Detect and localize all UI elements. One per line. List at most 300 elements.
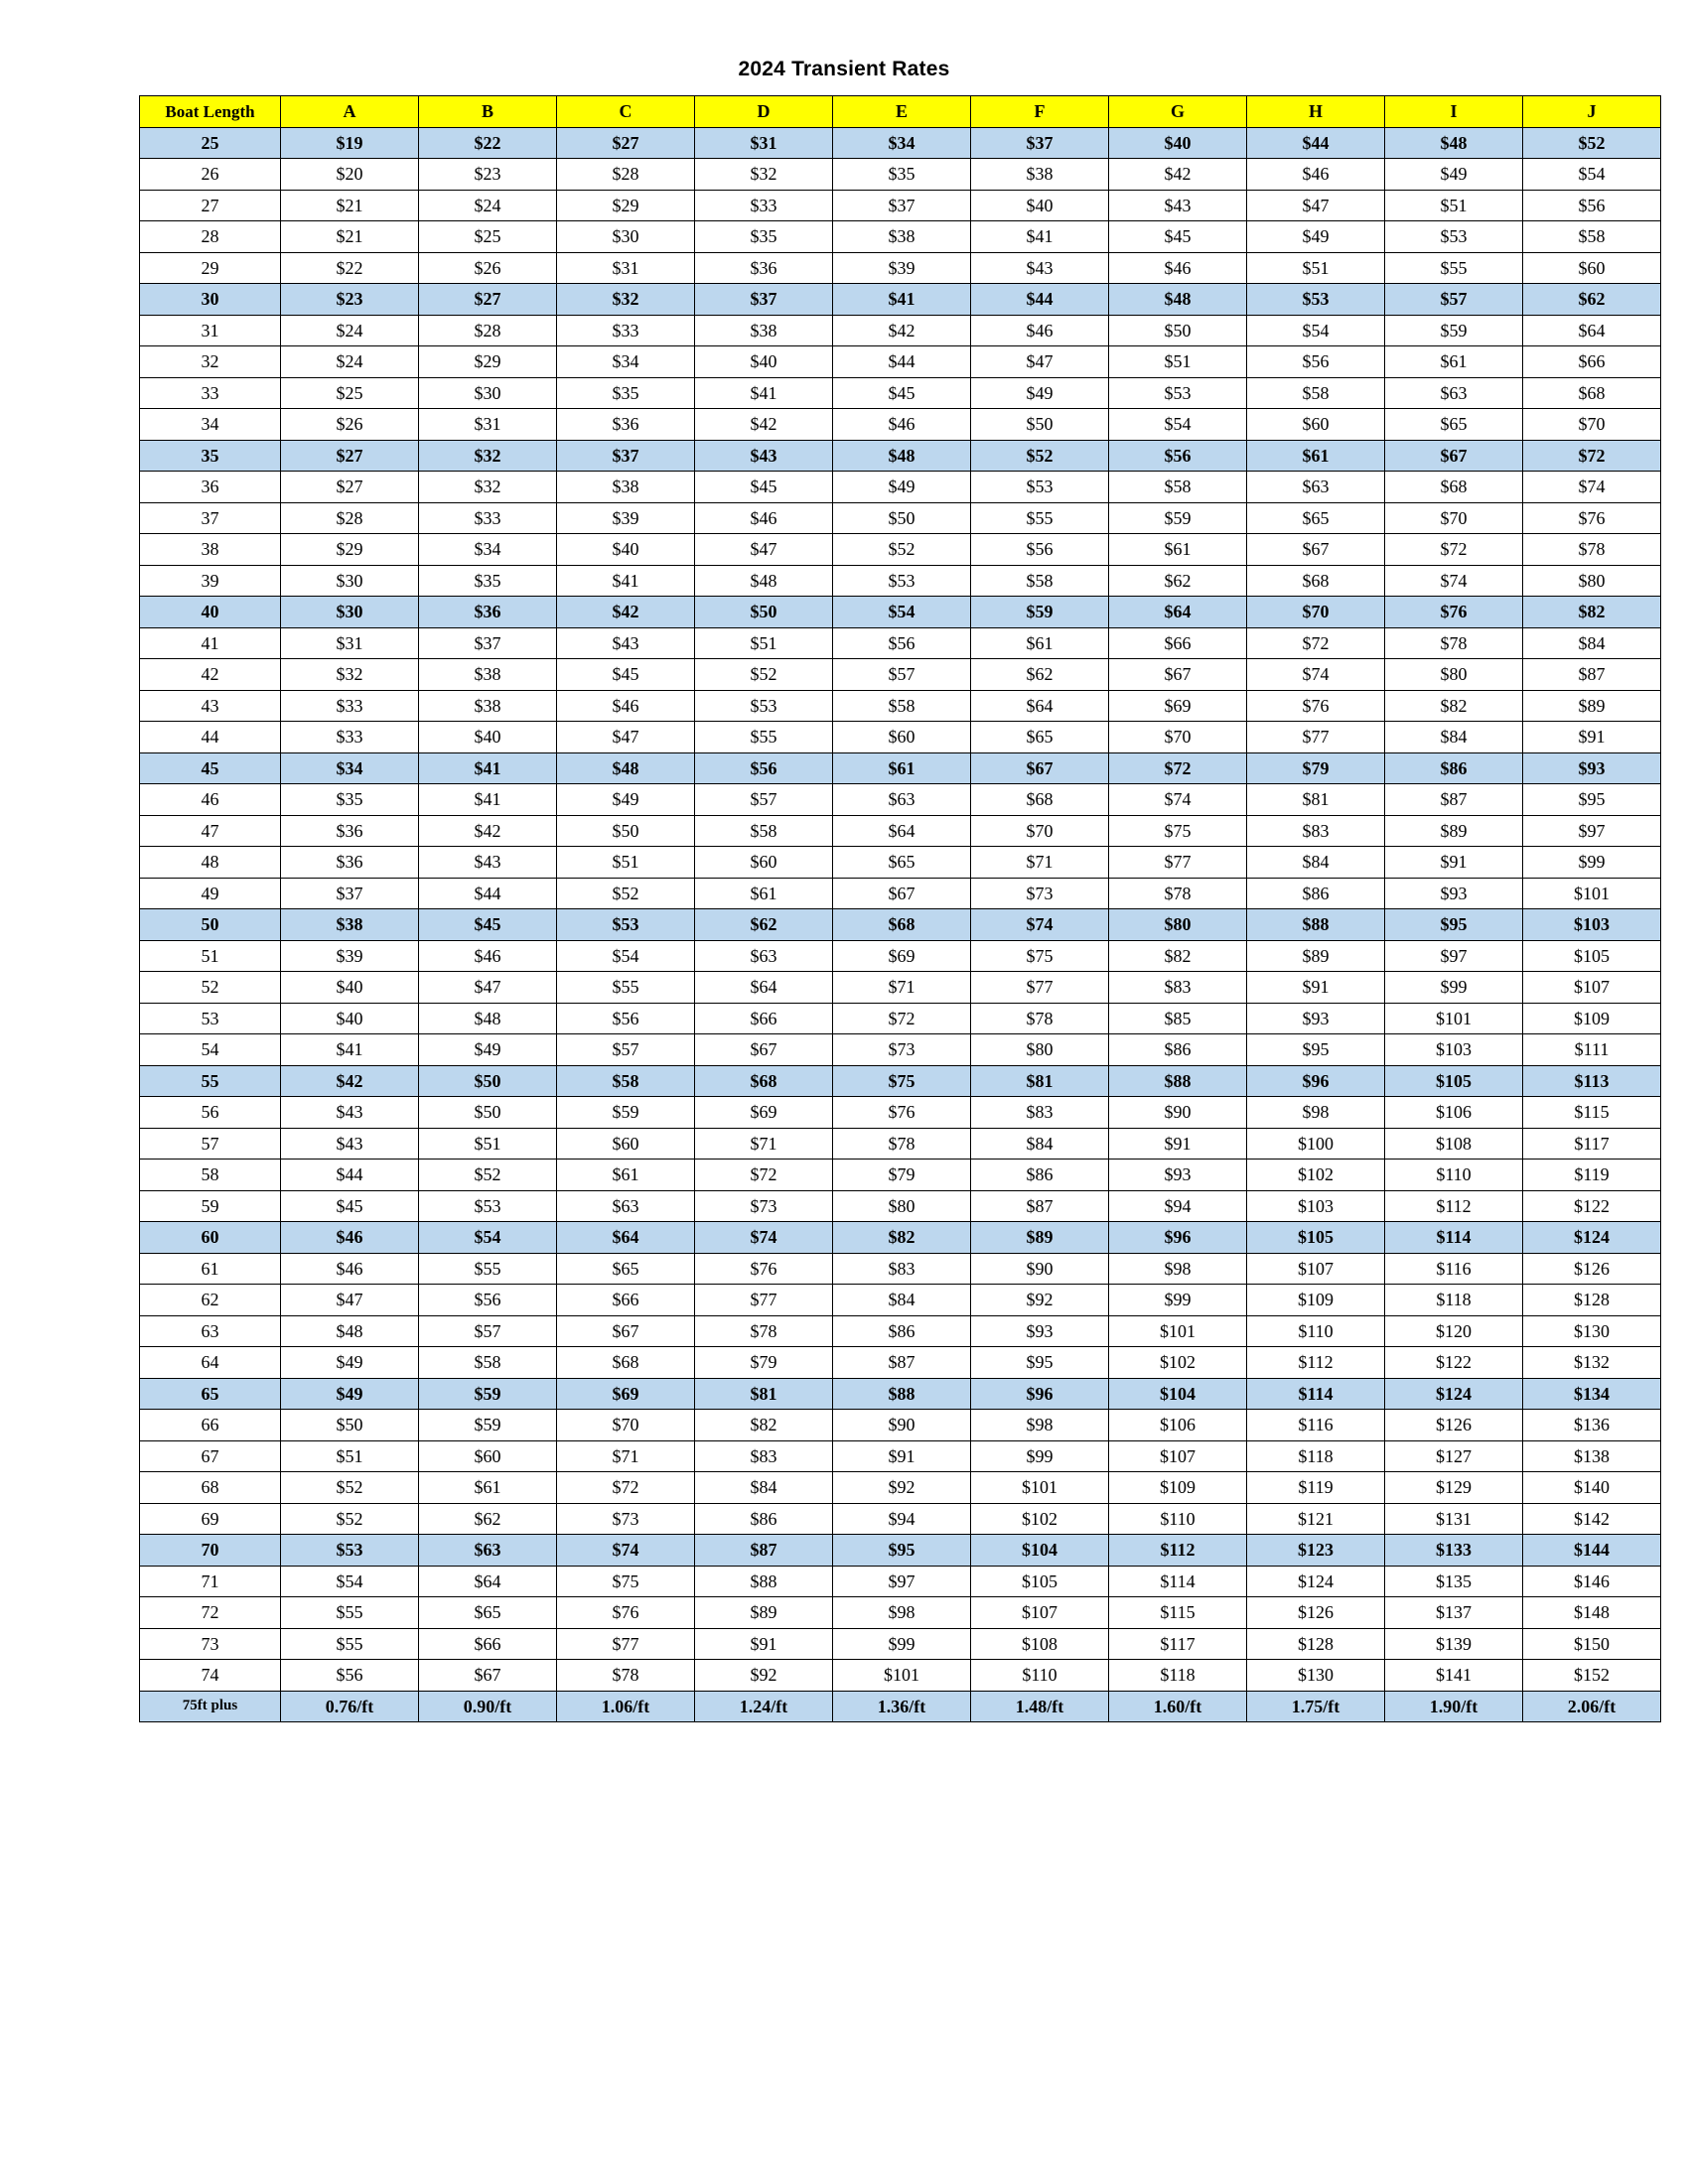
rate-cell: $100	[1247, 1128, 1385, 1160]
rate-cell: $30	[557, 221, 695, 253]
rate-cell: $70	[1523, 409, 1661, 441]
rate-cell: $81	[1247, 784, 1385, 816]
rate-cell: $62	[695, 909, 833, 941]
rate-cell: $137	[1385, 1597, 1523, 1629]
boat-length-cell: 38	[140, 534, 281, 566]
rate-cell: $64	[1109, 597, 1247, 628]
per-foot-rate-cell: 1.36/ft	[833, 1691, 971, 1722]
table-row	[140, 722, 1661, 753]
table-row	[140, 1315, 1661, 1347]
rate-cell: $84	[833, 1285, 971, 1316]
rate-cell: $53	[1247, 284, 1385, 316]
column-header-a: A	[281, 96, 419, 128]
rate-cell: $38	[833, 221, 971, 253]
rate-cell: $76	[1385, 597, 1523, 628]
rate-cell: $25	[281, 377, 419, 409]
boat-length-cell: 35	[140, 440, 281, 472]
rate-cell: $41	[419, 784, 557, 816]
boat-length-cell: 33	[140, 377, 281, 409]
rate-cell: $40	[695, 346, 833, 378]
rate-cell: $68	[695, 1065, 833, 1097]
rate-cell: $42	[557, 597, 695, 628]
boat-length-cell: 54	[140, 1034, 281, 1066]
rate-cell: $35	[695, 221, 833, 253]
rate-cell: $63	[419, 1535, 557, 1567]
rate-cell: $33	[281, 722, 419, 753]
rate-cell: $71	[833, 972, 971, 1004]
rate-cell: $118	[1385, 1285, 1523, 1316]
boat-length-cell: 42	[140, 659, 281, 691]
rate-cell: $56	[281, 1660, 419, 1692]
boat-length-cell: 37	[140, 502, 281, 534]
rate-cell: $55	[695, 722, 833, 753]
rate-cell: $58	[557, 1065, 695, 1097]
rate-cell: $113	[1523, 1065, 1661, 1097]
rate-cell: $58	[695, 815, 833, 847]
rate-cell: $51	[557, 847, 695, 879]
per-foot-rate-cell: 1.06/ft	[557, 1691, 695, 1722]
rate-cell: $92	[971, 1285, 1109, 1316]
boat-length-cell: 61	[140, 1253, 281, 1285]
rate-cell: $60	[695, 847, 833, 879]
rate-cell: $46	[557, 690, 695, 722]
rate-cell: $51	[1109, 346, 1247, 378]
rate-cell: $138	[1523, 1440, 1661, 1472]
rate-cell: $59	[971, 597, 1109, 628]
rate-cell: $32	[695, 159, 833, 191]
rate-cell: $132	[1523, 1347, 1661, 1379]
rate-cell: $141	[1385, 1660, 1523, 1692]
rate-cell: $36	[695, 252, 833, 284]
rate-cell: $61	[1247, 440, 1385, 472]
rate-cell: $87	[1385, 784, 1523, 816]
rate-cell: $45	[557, 659, 695, 691]
table-header-row	[140, 96, 1661, 128]
rate-cell: $78	[833, 1128, 971, 1160]
per-foot-rate-cell: 1.60/ft	[1109, 1691, 1247, 1722]
boat-length-cell: 68	[140, 1472, 281, 1504]
rate-cell: $40	[419, 722, 557, 753]
rate-cell: $83	[971, 1097, 1109, 1129]
rate-cell: $62	[971, 659, 1109, 691]
rate-cell: $107	[1109, 1440, 1247, 1472]
rate-cell: $86	[1109, 1034, 1247, 1066]
table-row	[140, 252, 1661, 284]
boat-length-cell: 58	[140, 1160, 281, 1191]
rate-cell: $127	[1385, 1440, 1523, 1472]
rate-cell: $69	[833, 940, 971, 972]
rate-cell: $116	[1247, 1410, 1385, 1441]
rate-cell: $78	[1523, 534, 1661, 566]
rate-cell: $105	[1523, 940, 1661, 972]
rate-cell: $27	[281, 440, 419, 472]
boat-length-cell: 66	[140, 1410, 281, 1441]
per-foot-rate-cell: 1.90/ft	[1385, 1691, 1523, 1722]
rate-cell: $82	[695, 1410, 833, 1441]
rate-cell: $37	[971, 127, 1109, 159]
rate-cell: $53	[695, 690, 833, 722]
rate-cell: $72	[833, 1003, 971, 1034]
rate-cell: $98	[833, 1597, 971, 1629]
rate-cell: $68	[557, 1347, 695, 1379]
rate-cell: $86	[971, 1160, 1109, 1191]
table-footer-row	[140, 1691, 1661, 1722]
rate-cell: $48	[1109, 284, 1247, 316]
rate-cell: $55	[281, 1628, 419, 1660]
rate-cell: $50	[419, 1097, 557, 1129]
rate-cell: $79	[695, 1347, 833, 1379]
rate-cell: $98	[1109, 1253, 1247, 1285]
rate-cell: $53	[833, 565, 971, 597]
rate-cell: $115	[1523, 1097, 1661, 1129]
rate-cell: $59	[1109, 502, 1247, 534]
rate-cell: $104	[1109, 1378, 1247, 1410]
rate-cell: $84	[971, 1128, 1109, 1160]
rate-cell: $70	[557, 1410, 695, 1441]
rate-cell: $51	[281, 1440, 419, 1472]
rate-cell: $56	[833, 627, 971, 659]
rate-cell: $67	[419, 1660, 557, 1692]
rate-cell: $54	[1109, 409, 1247, 441]
rate-cell: $33	[281, 690, 419, 722]
rate-cell: $65	[833, 847, 971, 879]
rate-cell: $69	[1109, 690, 1247, 722]
table-row	[140, 221, 1661, 253]
rate-cell: $74	[1523, 472, 1661, 503]
rate-cell: $48	[695, 565, 833, 597]
rate-cell: $135	[1385, 1566, 1523, 1597]
rate-cell: $101	[971, 1472, 1109, 1504]
rate-cell: $105	[1385, 1065, 1523, 1097]
rate-cell: $45	[281, 1190, 419, 1222]
column-header-i: I	[1385, 96, 1523, 128]
rate-cell: $55	[971, 502, 1109, 534]
rate-cell: $44	[971, 284, 1109, 316]
boat-length-cell: 34	[140, 409, 281, 441]
rate-cell: $80	[971, 1034, 1109, 1066]
rate-cell: $105	[1247, 1222, 1385, 1254]
table-row	[140, 315, 1661, 346]
rate-cell: $124	[1247, 1566, 1385, 1597]
rate-cell: $114	[1109, 1566, 1247, 1597]
table-row	[140, 878, 1661, 909]
boat-length-cell: 47	[140, 815, 281, 847]
rate-cell: $38	[971, 159, 1109, 191]
boat-length-cell: 70	[140, 1535, 281, 1567]
rate-cell: $62	[1109, 565, 1247, 597]
rate-cell: $41	[419, 752, 557, 784]
rate-cell: $43	[1109, 190, 1247, 221]
rate-cell: $32	[281, 659, 419, 691]
rate-cell: $99	[1523, 847, 1661, 879]
boat-length-cell: 72	[140, 1597, 281, 1629]
rate-cell: $38	[695, 315, 833, 346]
rate-cell: $66	[695, 1003, 833, 1034]
rate-cell: $23	[281, 284, 419, 316]
rate-cell: $96	[1247, 1065, 1385, 1097]
rate-cell: $37	[695, 284, 833, 316]
rate-cell: $93	[1109, 1160, 1247, 1191]
rate-cell: $76	[1523, 502, 1661, 534]
rate-cell: $66	[1109, 627, 1247, 659]
rate-cell: $44	[281, 1160, 419, 1191]
rate-cell: $56	[1523, 190, 1661, 221]
rate-cell: $61	[695, 878, 833, 909]
rate-cell: $27	[419, 284, 557, 316]
table-row	[140, 1285, 1661, 1316]
rate-cell: $53	[419, 1190, 557, 1222]
rate-cell: $96	[1109, 1222, 1247, 1254]
rate-cell: $32	[419, 472, 557, 503]
rate-cell: $142	[1523, 1503, 1661, 1535]
rate-cell: $58	[1523, 221, 1661, 253]
rate-cell: $73	[833, 1034, 971, 1066]
rate-cell: $72	[1247, 627, 1385, 659]
rate-cell: $98	[1247, 1097, 1385, 1129]
rate-cell: $78	[1109, 878, 1247, 909]
rate-cell: $126	[1385, 1410, 1523, 1441]
rate-cell: $67	[1247, 534, 1385, 566]
per-foot-rate-cell: 1.75/ft	[1247, 1691, 1385, 1722]
rate-cell: $41	[557, 565, 695, 597]
rate-cell: $84	[695, 1472, 833, 1504]
rate-cell: $53	[971, 472, 1109, 503]
per-foot-rate-cell: 1.24/ft	[695, 1691, 833, 1722]
rate-cell: $77	[695, 1285, 833, 1316]
rate-cell: $37	[419, 627, 557, 659]
rate-cell: $38	[419, 659, 557, 691]
rate-cell: $103	[1385, 1034, 1523, 1066]
rate-cell: $93	[971, 1315, 1109, 1347]
rate-cell: $49	[281, 1378, 419, 1410]
table-row	[140, 346, 1661, 378]
rate-cell: $63	[557, 1190, 695, 1222]
rate-cell: $60	[1523, 252, 1661, 284]
per-foot-rate-cell: 0.76/ft	[281, 1691, 419, 1722]
table-row	[140, 1628, 1661, 1660]
rate-cell: $63	[833, 784, 971, 816]
rate-cell: $23	[419, 159, 557, 191]
rate-cell: $48	[1385, 127, 1523, 159]
boat-length-cell: 41	[140, 627, 281, 659]
rate-cell: $56	[557, 1003, 695, 1034]
rate-cell: $110	[971, 1660, 1109, 1692]
rate-cell: $59	[419, 1410, 557, 1441]
rate-cell: $102	[1109, 1347, 1247, 1379]
table-row	[140, 377, 1661, 409]
rate-cell: $88	[1247, 909, 1385, 941]
rate-cell: $52	[557, 878, 695, 909]
column-header-h: H	[1247, 96, 1385, 128]
rate-cell: $74	[1247, 659, 1385, 691]
rate-cell: $65	[1385, 409, 1523, 441]
rate-cell: $63	[1247, 472, 1385, 503]
rate-cell: $114	[1247, 1378, 1385, 1410]
rate-cell: $42	[1109, 159, 1247, 191]
rate-cell: $115	[1109, 1597, 1247, 1629]
rate-cell: $88	[1109, 1065, 1247, 1097]
rate-cell: $22	[281, 252, 419, 284]
rate-cell: $89	[1523, 690, 1661, 722]
rate-cell: $108	[971, 1628, 1109, 1660]
rate-cell: $130	[1247, 1660, 1385, 1692]
rate-cell: $48	[833, 440, 971, 472]
rate-cell: $118	[1109, 1660, 1247, 1692]
rate-cell: $51	[695, 627, 833, 659]
table-row	[140, 440, 1661, 472]
rate-cell: $82	[1523, 597, 1661, 628]
rate-cell: $45	[419, 909, 557, 941]
rate-cell: $69	[695, 1097, 833, 1129]
rate-cell: $114	[1385, 1222, 1523, 1254]
table-row	[140, 190, 1661, 221]
rate-cell: $52	[695, 659, 833, 691]
rate-cell: $78	[695, 1315, 833, 1347]
rate-cell: $75	[557, 1566, 695, 1597]
rate-cell: $120	[1385, 1315, 1523, 1347]
rate-cell: $146	[1523, 1566, 1661, 1597]
rate-cell: $62	[1523, 284, 1661, 316]
boat-length-cell: 60	[140, 1222, 281, 1254]
rate-cell: $43	[281, 1128, 419, 1160]
rate-cell: $21	[281, 221, 419, 253]
rate-cell: $86	[1247, 878, 1385, 909]
rate-cell: $95	[1385, 909, 1523, 941]
rate-cell: $73	[971, 878, 1109, 909]
rate-cell: $117	[1523, 1128, 1661, 1160]
rate-cell: $67	[695, 1034, 833, 1066]
rate-cell: $102	[1247, 1160, 1385, 1191]
rate-cell: $39	[833, 252, 971, 284]
rate-cell: $77	[557, 1628, 695, 1660]
rate-cell: $88	[695, 1566, 833, 1597]
rate-cell: $57	[833, 659, 971, 691]
rate-cell: $35	[281, 784, 419, 816]
rate-cell: $106	[1385, 1097, 1523, 1129]
rate-cell: $86	[695, 1503, 833, 1535]
rate-cell: $67	[1385, 440, 1523, 472]
rate-cell: $50	[281, 1410, 419, 1441]
rate-cell: $128	[1523, 1285, 1661, 1316]
boat-length-cell: 26	[140, 159, 281, 191]
rate-cell: $79	[833, 1160, 971, 1191]
rate-cell: $45	[695, 472, 833, 503]
table-body	[140, 127, 1661, 1722]
rate-cell: $41	[833, 284, 971, 316]
rate-cell: $46	[971, 315, 1109, 346]
boat-length-cell: 52	[140, 972, 281, 1004]
rate-cell: $76	[557, 1597, 695, 1629]
rate-cell: $108	[1385, 1128, 1523, 1160]
rate-cell: $77	[1247, 722, 1385, 753]
rate-cell: $82	[1109, 940, 1247, 972]
rate-cell: $111	[1523, 1034, 1661, 1066]
rate-cell: $76	[833, 1097, 971, 1129]
rate-cell: $51	[1247, 252, 1385, 284]
rate-cell: $52	[281, 1503, 419, 1535]
rate-cell: $56	[971, 534, 1109, 566]
rate-cell: $101	[1385, 1003, 1523, 1034]
rate-cell: $94	[1109, 1190, 1247, 1222]
rate-cell: $58	[1247, 377, 1385, 409]
rate-cell: $57	[557, 1034, 695, 1066]
rate-cell: $148	[1523, 1597, 1661, 1629]
rate-cell: $58	[833, 690, 971, 722]
table-row	[140, 534, 1661, 566]
rate-cell: $72	[1109, 752, 1247, 784]
rate-cell: $49	[1247, 221, 1385, 253]
rate-cell: $89	[1247, 940, 1385, 972]
rate-cell: $83	[695, 1440, 833, 1472]
rate-cell: $84	[1385, 722, 1523, 753]
rate-cell: $72	[1523, 440, 1661, 472]
rate-cell: $61	[1109, 534, 1247, 566]
table-row	[140, 502, 1661, 534]
rate-cell: $43	[695, 440, 833, 472]
rate-cell: $110	[1385, 1160, 1523, 1191]
rate-cell: $86	[1385, 752, 1523, 784]
rate-cell: $74	[1109, 784, 1247, 816]
rate-cell: $28	[419, 315, 557, 346]
rate-cell: $52	[1523, 127, 1661, 159]
rate-cell: $68	[1523, 377, 1661, 409]
table-row	[140, 1097, 1661, 1129]
table-row	[140, 909, 1661, 941]
rate-cell: $89	[971, 1222, 1109, 1254]
rate-cell: $47	[281, 1285, 419, 1316]
rate-cell: $48	[419, 1003, 557, 1034]
rate-cell: $91	[833, 1440, 971, 1472]
rate-cell: $90	[1109, 1097, 1247, 1129]
boat-length-cell: 30	[140, 284, 281, 316]
rate-cell: $34	[557, 346, 695, 378]
rate-cell: $99	[971, 1440, 1109, 1472]
rate-cell: $65	[557, 1253, 695, 1285]
rate-cell: $82	[833, 1222, 971, 1254]
table-row	[140, 690, 1661, 722]
boat-length-cell: 74	[140, 1660, 281, 1692]
rate-cell: $64	[1523, 315, 1661, 346]
table-row	[140, 1535, 1661, 1567]
rate-cell: $31	[419, 409, 557, 441]
rate-cell: $28	[281, 502, 419, 534]
rate-cell: $99	[1109, 1285, 1247, 1316]
rate-cell: $66	[419, 1628, 557, 1660]
boat-length-cell: 57	[140, 1128, 281, 1160]
boat-length-cell: 59	[140, 1190, 281, 1222]
rate-cell: $53	[1109, 377, 1247, 409]
per-foot-rate-cell: 1.48/ft	[971, 1691, 1109, 1722]
column-header-j: J	[1523, 96, 1661, 128]
rate-cell: $61	[557, 1160, 695, 1191]
rate-cell: $58	[1109, 472, 1247, 503]
rate-cell: $48	[281, 1315, 419, 1347]
rate-cell: $40	[557, 534, 695, 566]
rate-cell: $24	[281, 315, 419, 346]
rate-cell: $136	[1523, 1410, 1661, 1441]
rate-cell: $61	[833, 752, 971, 784]
rate-cell: $87	[1523, 659, 1661, 691]
rate-cell: $87	[695, 1535, 833, 1567]
table-row	[140, 1503, 1661, 1535]
table-row	[140, 1222, 1661, 1254]
table-row	[140, 815, 1661, 847]
rate-cell: $39	[557, 502, 695, 534]
rate-cell: $126	[1523, 1253, 1661, 1285]
rate-cell: $29	[419, 346, 557, 378]
rate-cell: $107	[1523, 972, 1661, 1004]
rate-cell: $60	[1247, 409, 1385, 441]
